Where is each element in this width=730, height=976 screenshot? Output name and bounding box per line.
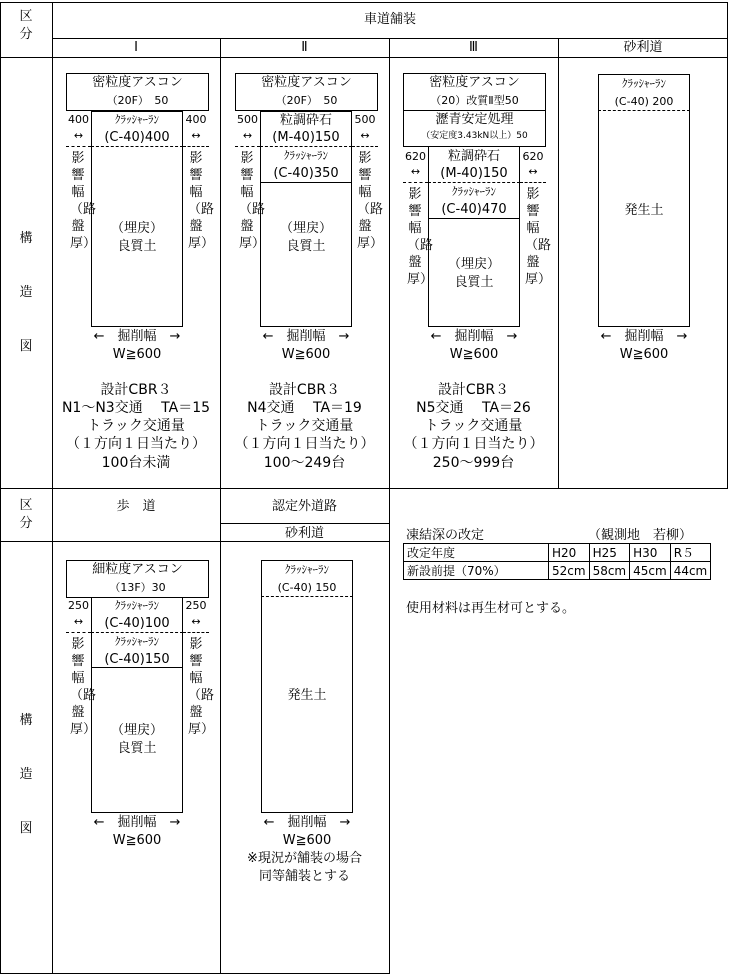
row-label: 改定年度 bbox=[404, 544, 549, 562]
excavation-width: ← 掘削幅 → bbox=[262, 329, 350, 344]
row-label: 新設前提（70%） bbox=[404, 562, 549, 580]
frost-location: （観測地 若柳） bbox=[588, 528, 693, 543]
arrow-left: ↔ bbox=[73, 129, 84, 142]
crusher-spec: (C-40)400 bbox=[104, 130, 170, 145]
influence-width-left: 620 bbox=[405, 150, 426, 163]
influence-text-left: 影響幅（路盤厚） bbox=[70, 637, 97, 737]
table-cell: 58cm bbox=[589, 562, 630, 580]
width-min: W≧600 bbox=[282, 833, 332, 848]
fill-soil: 良質土 bbox=[117, 741, 157, 756]
influence-width-left: 500 bbox=[237, 113, 258, 126]
crusher-label: ｸﾗｯｼｬｰﾗﾝ bbox=[622, 77, 666, 90]
influence-text-right: 影響幅（路盤厚） bbox=[525, 187, 552, 287]
table-row bbox=[404, 544, 711, 562]
crusher-label-2: ｸﾗｯｼｬｰﾗﾝ bbox=[115, 635, 159, 648]
table-cell: H30 bbox=[630, 544, 671, 562]
per-day: （１方向１日当たり） bbox=[403, 436, 544, 452]
width-min: W≧600 bbox=[112, 833, 162, 848]
width-min: W≧600 bbox=[112, 347, 162, 362]
nintei-heading: 認定外道路 bbox=[271, 499, 337, 514]
note-line-2: 同等舗装とする bbox=[258, 869, 350, 884]
fill-label: （埋戻） bbox=[447, 257, 500, 272]
width-min: W≧600 bbox=[449, 347, 499, 362]
kozu-label-bottom: 構造図 bbox=[19, 713, 33, 836]
asphalt-spec: （13F）30 bbox=[109, 581, 166, 594]
influence-text-left: 影響幅（路盤厚） bbox=[70, 151, 97, 251]
col-4-heading: 砂利道 bbox=[623, 40, 663, 55]
arrow-right: ↔ bbox=[360, 129, 370, 142]
crusher-label: ｸﾗｯｼｬｰﾗﾝ bbox=[452, 185, 496, 198]
fill-label: （埋戻） bbox=[279, 221, 332, 236]
excavation-width: ← 掘削幅 → bbox=[93, 815, 181, 830]
arrow-right: ↔ bbox=[528, 165, 538, 178]
kubun-label-top: 区分 bbox=[19, 9, 33, 42]
excavation-width: ← 掘削幅 → bbox=[600, 329, 688, 344]
aggregate-spec: (M-40)150 bbox=[272, 130, 340, 145]
design-cbr: 設計CBR３ bbox=[268, 382, 341, 398]
per-day: （１方向１日当たり） bbox=[66, 436, 206, 452]
asphalt-label: 密粒度アスコン bbox=[429, 75, 520, 90]
stabilization-spec: （安定度3.43kN以上）50 bbox=[421, 131, 528, 141]
table-cell: 44cm bbox=[670, 562, 711, 580]
excavation-width: ← 掘削幅 → bbox=[93, 329, 181, 344]
arrow-left: ↔ bbox=[242, 129, 253, 142]
arrow-left: ↔ bbox=[73, 615, 84, 628]
asphalt-spec: （20F） 50 bbox=[275, 94, 338, 107]
col-3-heading: Ⅲ bbox=[469, 40, 478, 55]
crusher-label: ｸﾗｯｼｬｰﾗﾝ bbox=[284, 149, 328, 162]
aggregate-label: 粒調砕石 bbox=[279, 113, 332, 128]
frost-title: 凍結深の改定 bbox=[406, 528, 485, 543]
fill-soil: 良質土 bbox=[454, 275, 494, 290]
asphalt-spec: （20F） 50 bbox=[106, 94, 169, 107]
traffic-class: N4交通 TA＝19 bbox=[247, 400, 362, 416]
influence-text-right: 影響幅（路盤厚） bbox=[357, 151, 384, 251]
excavation-width: ← 掘削幅 → bbox=[263, 815, 351, 830]
asphalt-label: 密粒度アスコン bbox=[261, 75, 352, 90]
crusher-spec: (C-40)350 bbox=[273, 166, 339, 181]
truck-count: 100～249台 bbox=[263, 455, 346, 471]
arrow-left: ↔ bbox=[410, 165, 421, 178]
influence-width-left: 400 bbox=[68, 113, 89, 126]
influence-width-left: 250 bbox=[68, 599, 89, 612]
trench-body bbox=[261, 560, 353, 813]
truck-traffic: トラック交通量 bbox=[424, 418, 523, 434]
note-line-1: ※現況が舗装の場合 bbox=[247, 851, 362, 866]
influence-text-right: 影響幅（路盤厚） bbox=[188, 637, 215, 737]
influence-width-right: 500 bbox=[354, 113, 376, 126]
trench-body bbox=[598, 74, 690, 327]
per-day: （１方向１日当たり） bbox=[234, 436, 375, 452]
table-cell: 52cm bbox=[549, 562, 590, 580]
aggregate-label: 粒調砕石 bbox=[447, 149, 500, 164]
crusher-spec: (C-40) 200 bbox=[614, 95, 674, 108]
excavation-width: ← 掘削幅 → bbox=[430, 329, 518, 344]
fill-soil: 良質土 bbox=[117, 239, 157, 254]
width-min: W≧600 bbox=[619, 347, 669, 362]
material-note: 使用材料は再生材可とする。 bbox=[406, 601, 576, 616]
traffic-class: N5交通 TA＝26 bbox=[416, 400, 531, 416]
native-soil: 発生土 bbox=[287, 688, 327, 703]
traffic-class: N1～N3交通 TA＝15 bbox=[61, 400, 211, 416]
kubun-label-bottom: 区分 bbox=[19, 498, 33, 531]
asphalt-label: 細粒度アスコン bbox=[92, 562, 183, 577]
table-cell: H20 bbox=[549, 544, 590, 562]
fill-label: （埋戻） bbox=[110, 221, 163, 236]
width-min: W≧600 bbox=[281, 347, 331, 362]
crusher-label: ｸﾗｯｼｬｰﾗﾝ bbox=[115, 599, 159, 612]
col-2-heading: Ⅱ bbox=[301, 40, 308, 55]
col-1-heading: Ⅰ bbox=[134, 40, 138, 55]
crusher-label: ｸﾗｯｼｬｰﾗﾝ bbox=[115, 113, 159, 126]
jari-heading: 砂利道 bbox=[284, 526, 324, 541]
crusher-spec: (C-40) 150 bbox=[277, 581, 337, 594]
influence-text-left: 影響幅（路盤厚） bbox=[407, 187, 434, 287]
fill-label: （埋戻） bbox=[110, 723, 163, 738]
truck-count: 100台未満 bbox=[101, 455, 171, 471]
crusher-label: ｸﾗｯｼｬｰﾗﾝ bbox=[285, 563, 329, 576]
crusher-spec: (C-40)470 bbox=[441, 202, 507, 217]
table-cell: 45cm bbox=[630, 562, 671, 580]
design-cbr: 設計CBR３ bbox=[437, 382, 510, 398]
frost-table bbox=[403, 543, 711, 580]
native-soil: 発生土 bbox=[624, 203, 664, 218]
hodo-heading: 歩 道 bbox=[116, 499, 156, 514]
aggregate-spec: (M-40)150 bbox=[440, 166, 508, 181]
influence-text-left: 影響幅（路盤厚） bbox=[239, 151, 266, 251]
table-row bbox=[404, 562, 711, 580]
kozu-label-top: 構造図 bbox=[19, 231, 33, 354]
asphalt-spec: （20）改質Ⅱ型50 bbox=[430, 94, 519, 107]
crusher-spec-2: (C-40)150 bbox=[104, 652, 170, 667]
truck-traffic: トラック交通量 bbox=[255, 418, 354, 434]
table-cell: R５ bbox=[670, 544, 711, 562]
fill-soil: 良質土 bbox=[286, 239, 326, 254]
truck-count: 250～999台 bbox=[432, 455, 515, 471]
influence-width-right: 400 bbox=[185, 113, 207, 126]
design-cbr: 設計CBR３ bbox=[100, 382, 172, 398]
shado-heading: 車道舗装 bbox=[363, 12, 416, 27]
influence-text-right: 影響幅（路盤厚） bbox=[188, 151, 215, 251]
stabilization-label: 瀝青安定処理 bbox=[435, 112, 514, 127]
asphalt-label: 密粒度アスコン bbox=[92, 75, 183, 90]
truck-traffic: トラック交通量 bbox=[87, 418, 185, 434]
arrow-right: ↔ bbox=[191, 615, 201, 628]
influence-width-right: 620 bbox=[522, 150, 544, 163]
table-cell: H25 bbox=[589, 544, 630, 562]
influence-width-right: 250 bbox=[185, 599, 207, 612]
arrow-right: ↔ bbox=[191, 129, 201, 142]
crusher-spec: (C-40)100 bbox=[104, 616, 170, 631]
